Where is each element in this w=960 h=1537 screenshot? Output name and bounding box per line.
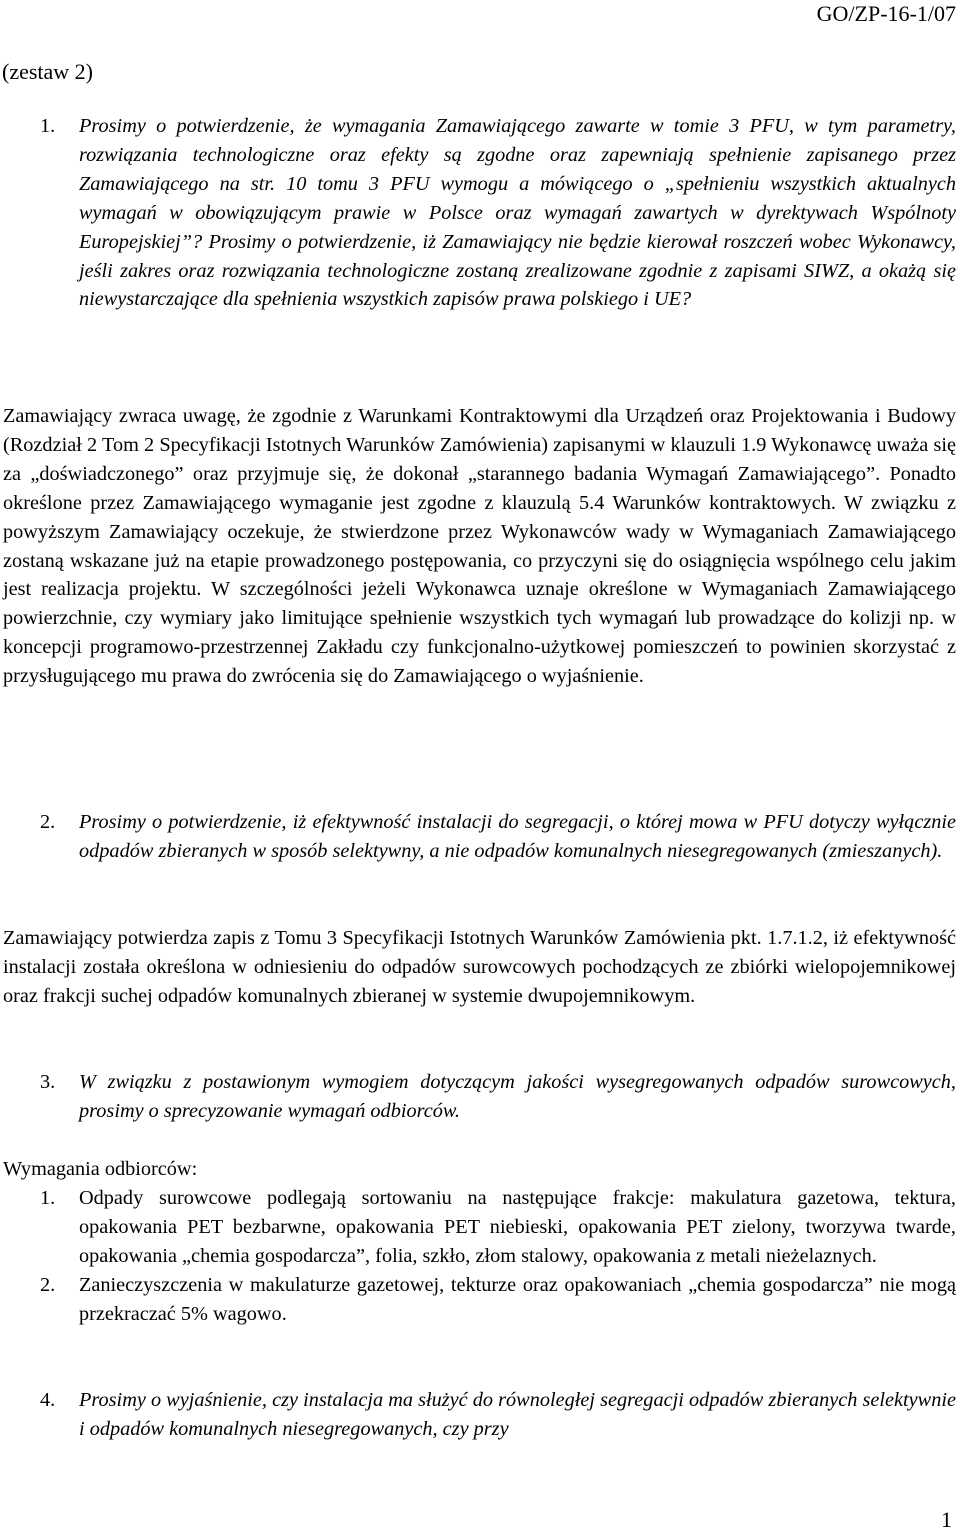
- question-number: 1.: [40, 115, 56, 137]
- requirements-list: [0, 1184, 956, 1329]
- list-item: [0, 1184, 956, 1271]
- list-item-text: Odpady surowcowe podlegają sortowaniu na następujące frakcje: makulatura gazetowa, tektura, opakowania PET bezbarwne, opakowania PET niebieski, opakowania PET zielony, tworzywa twarde, opakowania „chemia gospodarcza”, folia, szkło, złom stalowy, opakowania z metali nieżelaznych.: [79, 1187, 956, 1267]
- answer-2: Zamawiający potwierdza zapis z Tomu 3 Specyfikacji Istotnych Warunków Zamówienia pkt. 1.7.1.2, iż efektywność instalacji została określona w odniesieniu do odpadów surowcowych pochodzących ze zbiórki wielopojemnikowej oraz frakcji suchej odpadów komunalnych zbieranej w systemie dwupojemnikowym.: [3, 927, 956, 1007]
- list-item-number: 1.: [40, 1187, 56, 1209]
- list-item-text: Zanieczyszczenia w makulaturze gazetowej, tekturze oraz opakowaniach „chemia gospodarcza” nie mogą przekraczać 5% wagowo.: [79, 1273, 956, 1325]
- requirements-title: Wymagania odbiorców:: [3, 1158, 198, 1180]
- question-1: [0, 112, 956, 314]
- question-number: 2.: [40, 811, 56, 833]
- question-3: [0, 1068, 956, 1126]
- answer-1: Zamawiający zwraca uwagę, że zgodnie z Warunkami Kontraktowymi dla Urządzeń oraz Projektowania i Budowy (Rozdział 2 Tom 2 Specyfikacji Istotnych Warunków Zamówienia) zapisanymi w klauzuli 1.9 Wykonawcę uważa się za „doświadczonego” oraz przyjmuje się, że dokonał „starannego badania Wymagań Zamawiającego”. Ponadto określone przez Zamawiającego wymaganie jest zgodne z klauzulą 5.4 Warunków kontraktowych. W związku z powyższym Zamawiający oczekuje, że stwierdzone przez Wykonawców wady w Wymaganiach Zamawiającego zostaną wskazane już na etapie prowadzonego postępowania, co przyczyni się do osiągnięcia wspólnego celu jakim jest realizacja projektu. W szczególności jeżeli Wykonawca uznaje określone w Wymaganiach Zamawiającego powierzchnie, czy wymiary jako limitujące spełnienie wszystkich tych wymagań lub prowadzące do kolizji np. w koncepcji programowo-przestrzennej Zakładu czy funkcjonalno-użytkowej pomieszczeń to powinien skorzystać z przysługującego mu prawa do zwrócenia się do Zamawiającego o wyjaśnienie.: [3, 405, 956, 688]
- question-text: Prosimy o potwierdzenie, iż efektywność instalacji do segregacji, o której mowa w PFU dotyczy wyłącznie odpadów zbieranych w sposób selektywny, a nie odpadów komunalnych niesegregowanych (zmieszanych).: [79, 811, 956, 862]
- set-label: (zestaw 2): [2, 59, 94, 84]
- question-text: Prosimy o wyjaśnienie, czy instalacja ma służyć do równoległej segregacji odpadów zbieranych selektywnie i odpadów komunalnych niesegregowanych, czy przy: [79, 1389, 956, 1440]
- list-item: [0, 1271, 956, 1329]
- list-item-number: 2.: [40, 1273, 56, 1296]
- question-text: W związku z postawionym wymogiem dotyczącym jakości wysegregowanych odpadów surowcowych, prosimy o sprecyzowanie wymagań odbiorców.: [79, 1071, 956, 1122]
- doc-code: GO/ZP-16-1/07: [816, 1, 956, 26]
- question-2: [0, 808, 956, 866]
- question-text: Prosimy o potwierdzenie, że wymagania Zamawiającego zawarte w tomie 3 PFU, w tym parametry, rozwiązania technologiczne oraz efekty są zgodne oraz zapewniają spełnienie zapisanego przez Zamawiającego na str. 10 tomu 3 PFU wymogu a mówiącego o „spełnieniu wszystkich aktualnych wymagań w obowiązującym prawie w Polsce oraz wymagań zawartych w dyrektywach Wspólnoty Europejskiej”? Prosimy o potwierdzenie, iż Zamawiający nie będzie kierował roszczeń wobec Wykonawcy, jeśli zakres oraz rozwiązania technologiczne zostaną zrealizowane zgodnie z zapisami SIWZ, a okażą się niewystarczające dla spełnienia wszystkich zapisów prawa polskiego i UE?: [79, 115, 956, 311]
- question-number: 3.: [40, 1071, 56, 1093]
- page-number: 1: [941, 1507, 952, 1533]
- question-4: [0, 1386, 956, 1444]
- question-number: 4.: [40, 1389, 56, 1411]
